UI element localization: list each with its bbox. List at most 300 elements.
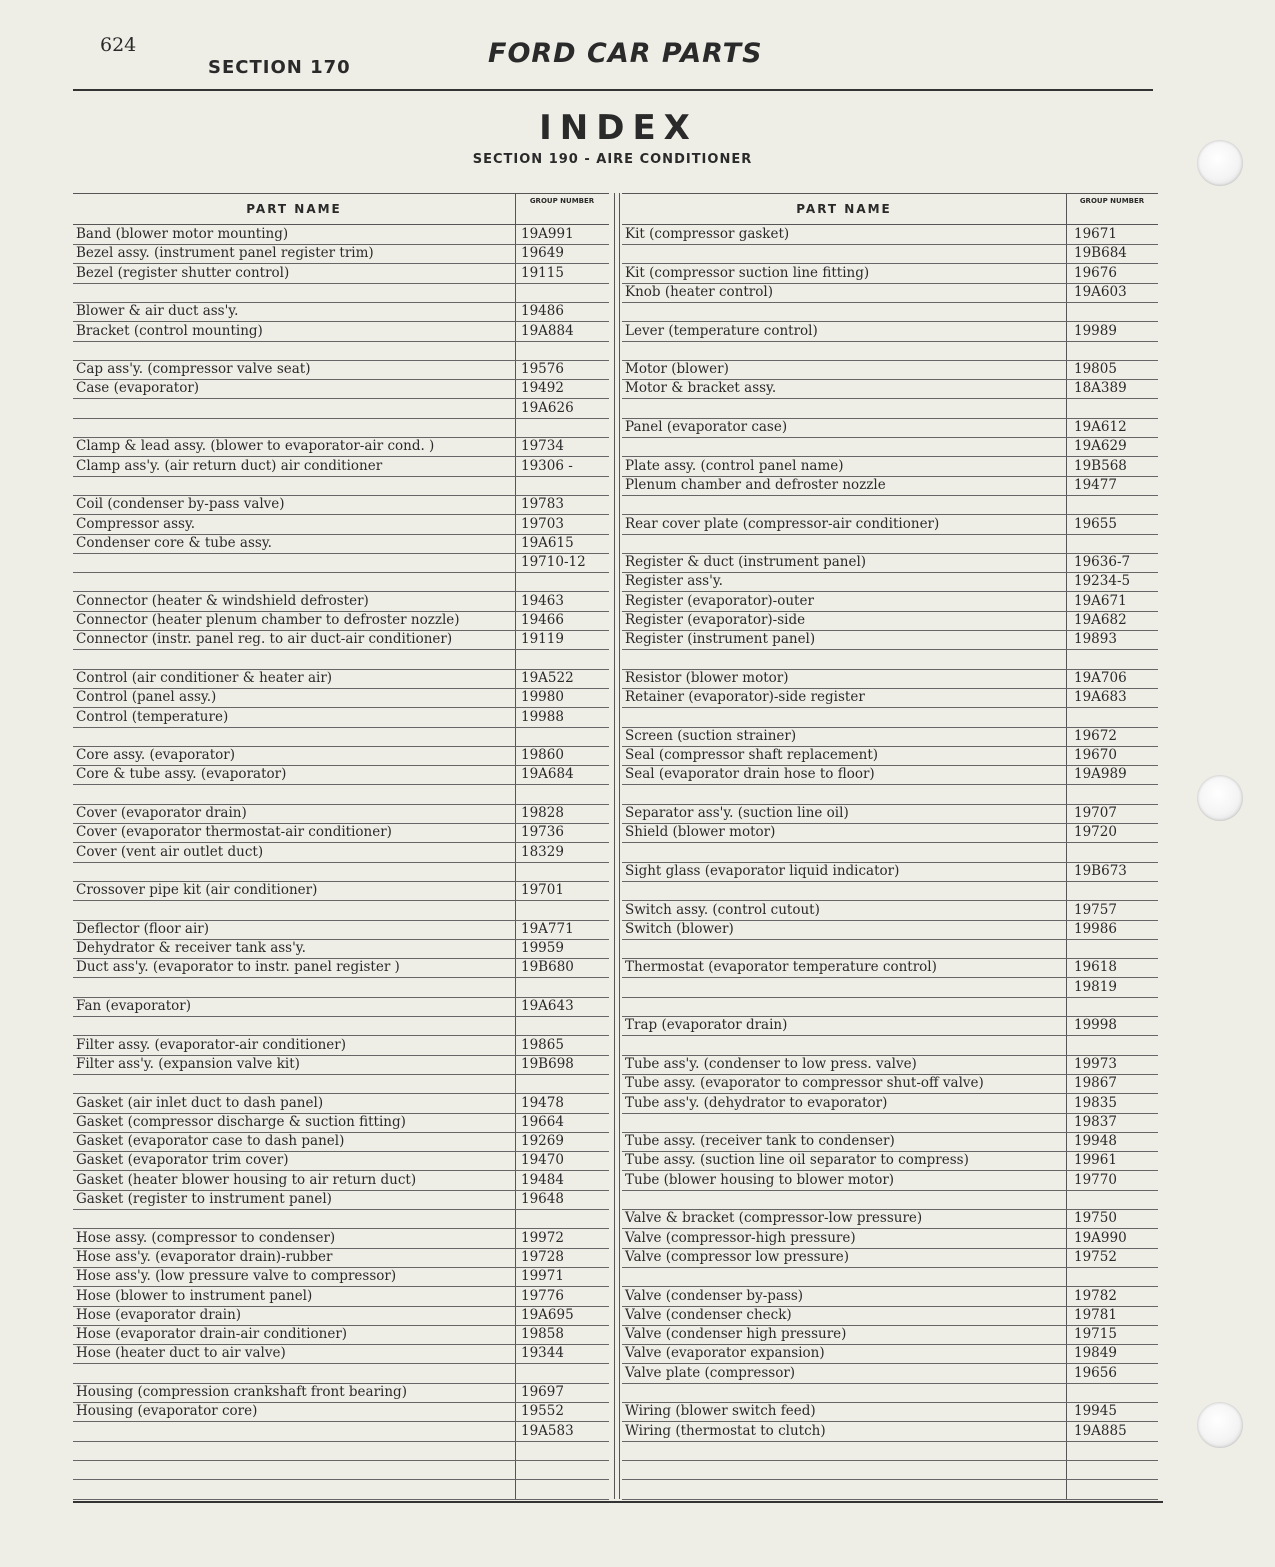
part-name: Register ass'y. [625, 573, 723, 590]
part-name: Hose ass'y. (evaporator drain)-rubber [76, 1248, 333, 1265]
group-number: 19B568 [1074, 457, 1127, 474]
table-row [73, 1248, 609, 1268]
binder-hole [1197, 775, 1243, 821]
part-name: Plate assy. (control panel name) [625, 457, 844, 474]
group-number: 19770 [1074, 1171, 1117, 1188]
part-name: Shield (blower motor) [625, 824, 776, 841]
part-name: Screen (suction strainer) [625, 727, 797, 744]
group-number: 19618 [1074, 959, 1117, 976]
group-number: 19A885 [1074, 1422, 1127, 1439]
group-number: 19115 [521, 264, 564, 281]
table-row [622, 476, 1158, 496]
table-row [73, 650, 609, 670]
group-number: 19998 [1074, 1017, 1117, 1034]
table-row [73, 437, 609, 457]
part-name: Connector (heater plenum chamber to defroster nozzle) [76, 612, 460, 628]
table-row [73, 708, 609, 728]
group-number: 19A626 [521, 399, 574, 416]
part-name: Kit (compressor suction line fitting) [625, 264, 870, 281]
part-name: Connector (heater & windshield defroster) [76, 592, 369, 609]
table-row [73, 534, 609, 554]
table-row [73, 592, 609, 612]
group-number: 19A706 [1074, 669, 1127, 686]
part-name: Blower & air duct ass'y. [76, 303, 239, 320]
binder-hole [1197, 140, 1243, 186]
group-number: 19486 [521, 303, 564, 320]
table-row [622, 1287, 1158, 1307]
part-name: Trap (evaporator drain) [625, 1017, 788, 1034]
group-number: 19752 [1074, 1248, 1117, 1265]
group-number: 19672 [1074, 727, 1117, 744]
table-row [622, 785, 1158, 805]
group-number: 19A884 [521, 322, 574, 339]
group-number: 19649 [521, 245, 564, 262]
table-row [73, 630, 609, 650]
group-number: 19A682 [1074, 612, 1127, 628]
group-number: 19837 [1074, 1113, 1117, 1130]
group-number: 19736 [521, 824, 564, 841]
part-name: Tube assy. (suction line oil separator to compress) [625, 1152, 969, 1169]
part-name: Cap ass'y. (compressor valve seat) [76, 361, 311, 378]
group-number: 19835 [1074, 1094, 1117, 1111]
table-row [622, 1364, 1158, 1384]
table-row [622, 611, 1158, 631]
table-row [73, 1074, 609, 1094]
part-name: Core & tube assy. (evaporator) [76, 766, 287, 783]
group-number: 19961 [1074, 1152, 1117, 1169]
table-row [73, 244, 609, 264]
group-number: 19959 [521, 940, 564, 957]
table-row [622, 1113, 1158, 1133]
group-number: 19A695 [521, 1306, 574, 1323]
part-name: Seal (evaporator drain hose to floor) [625, 766, 875, 783]
group-number: 19A583 [521, 1422, 574, 1439]
group-number: 19971 [521, 1268, 564, 1285]
part-name: Separator ass'y. (suction line oil) [625, 805, 849, 821]
part-name: Gasket (air inlet duct to dash panel) [76, 1094, 324, 1111]
table-row [622, 283, 1158, 303]
group-number: 19655 [1074, 515, 1117, 532]
group-number: 19492 [521, 380, 564, 397]
part-name: Valve (condenser check) [625, 1306, 792, 1323]
group-number: 19988 [521, 708, 564, 725]
part-name: Rear cover plate (compressor-air conditioner) [625, 515, 940, 532]
group-number: 19B673 [1074, 862, 1127, 879]
part-name: Bezel assy. (instrument panel register trim) [76, 245, 374, 262]
group-number: 19A522 [521, 669, 574, 686]
table-row [73, 572, 609, 592]
center-double-rule [619, 193, 620, 1499]
part-name: Valve (evaporator expansion) [625, 1345, 825, 1362]
table-row [622, 1480, 1158, 1500]
part-name: Gasket (evaporator trim cover) [76, 1152, 289, 1169]
part-name: Thermostat (evaporator temperature control) [625, 959, 937, 976]
group-number: 19A612 [1074, 419, 1127, 435]
group-number: 19734 [521, 438, 564, 455]
group-number: 19973 [1074, 1055, 1117, 1072]
group-number: 19860 [521, 747, 564, 764]
part-name: Hose (heater duct to air valve) [76, 1345, 286, 1362]
group-number: 19715 [1074, 1326, 1117, 1343]
part-name-header: PART NAME [246, 202, 342, 216]
group-number: 19344 [521, 1345, 564, 1362]
part-name: Filter assy. (evaporator-air conditioner) [76, 1036, 346, 1053]
table-row [622, 881, 1158, 901]
table-row [73, 341, 609, 361]
group-number: 19119 [521, 631, 564, 648]
table-row [622, 1344, 1158, 1364]
table-row [622, 553, 1158, 573]
table-row [73, 1306, 609, 1326]
part-name: Clamp & lead assy. (blower to evaporator-air cond. ) [76, 438, 435, 455]
group-number: 19A603 [1074, 283, 1127, 300]
group-number: 19986 [1074, 920, 1117, 937]
table-row [622, 1306, 1158, 1326]
table-row [622, 727, 1158, 747]
catalog-title: FORD CAR PARTS [488, 38, 763, 69]
table-row [622, 1151, 1158, 1171]
part-name: Wiring (thermostat to clutch) [625, 1422, 826, 1439]
group-number: 19484 [521, 1171, 564, 1188]
table-row [622, 360, 1158, 380]
group-number: 19A991 [521, 226, 574, 242]
table-row [622, 1190, 1158, 1210]
table-row [73, 1151, 609, 1171]
part-name: Band (blower motor mounting) [76, 226, 289, 242]
group-number: 19703 [521, 515, 564, 532]
table-row [73, 1190, 609, 1210]
right-table-header [622, 193, 1158, 225]
group-number: 19972 [521, 1229, 564, 1246]
table-row [73, 225, 609, 245]
table-row [622, 1132, 1158, 1152]
table-row [73, 1267, 609, 1287]
table-row [73, 1055, 609, 1075]
part-name: Coil (condenser by-pass valve) [76, 496, 285, 513]
group-number: 19757 [1074, 901, 1117, 918]
table-row [73, 862, 609, 882]
table-row [622, 1074, 1158, 1094]
group-number: 19701 [521, 882, 564, 899]
part-name: Condenser core & tube assy. [76, 534, 272, 551]
table-row [622, 1248, 1158, 1268]
part-name: Valve & bracket (compressor-low pressure) [625, 1210, 923, 1227]
group-number: 19664 [521, 1113, 564, 1130]
table-row [73, 978, 609, 998]
group-number: 19A629 [1074, 438, 1127, 455]
part-name: Motor (blower) [625, 361, 729, 378]
part-name: Kit (compressor gasket) [625, 226, 790, 242]
part-name: Tube assy. (receiver tank to condenser) [625, 1133, 895, 1150]
table-row [622, 901, 1158, 921]
table-row [73, 1132, 609, 1152]
table-row [73, 399, 609, 419]
group-number: 18A389 [1074, 380, 1127, 397]
table-row [73, 1422, 609, 1442]
table-row [73, 1036, 609, 1056]
group-number: 19783 [521, 496, 564, 513]
part-name: Seal (compressor shaft replacement) [625, 747, 879, 764]
part-name: Cover (evaporator thermostat-air conditioner) [76, 824, 392, 841]
table-row [73, 457, 609, 477]
group-number: 19781 [1074, 1306, 1117, 1323]
group-number: 19478 [521, 1094, 564, 1111]
table-row [622, 920, 1158, 940]
table-row [622, 437, 1158, 457]
part-name: Valve (compressor low pressure) [625, 1248, 849, 1265]
table-row [622, 1229, 1158, 1249]
part-name: Valve plate (compressor) [625, 1364, 796, 1381]
table-row [73, 746, 609, 766]
part-name: Hose (evaporator drain-air conditioner) [76, 1326, 348, 1343]
part-name: Register (evaporator)-side [625, 612, 806, 628]
table-row [73, 843, 609, 863]
group-number: 19670 [1074, 747, 1117, 764]
index-title: INDEX [539, 108, 698, 148]
table-row [73, 360, 609, 380]
table-row [73, 1480, 609, 1500]
table-row [622, 379, 1158, 399]
left-parts-table [73, 193, 609, 1499]
part-name: Motor & bracket assy. [625, 380, 777, 397]
group-number: 19A771 [521, 920, 574, 937]
table-row [73, 1344, 609, 1364]
part-name: Housing (evaporator core) [76, 1403, 258, 1420]
table-row [622, 1460, 1158, 1480]
table-row [622, 978, 1158, 998]
table-row [73, 958, 609, 978]
part-name: Control (temperature) [76, 708, 229, 725]
table-row [622, 572, 1158, 592]
part-name: Sight glass (evaporator liquid indicator) [625, 862, 900, 879]
table-row [622, 225, 1158, 245]
group-number: 18329 [521, 843, 564, 860]
part-name: Clamp ass'y. (air return duct) air conditioner [76, 457, 383, 474]
table-row [73, 1383, 609, 1403]
table-row [622, 669, 1158, 689]
table-row [73, 476, 609, 496]
group-number: 19A990 [1074, 1229, 1127, 1246]
group-number: 19948 [1074, 1133, 1117, 1150]
table-row [73, 669, 609, 689]
table-row [622, 688, 1158, 708]
group-number: 19867 [1074, 1075, 1117, 1092]
table-row [622, 302, 1158, 322]
part-name: Housing (compression crankshaft front bearing) [76, 1384, 407, 1400]
table-row [622, 457, 1158, 477]
part-name: Panel (evaporator case) [625, 419, 788, 435]
table-row [622, 1209, 1158, 1229]
group-number: 19671 [1074, 226, 1117, 242]
part-name: Plenum chamber and defroster nozzle [625, 476, 886, 493]
table-row [73, 727, 609, 747]
table-row [622, 1402, 1158, 1422]
group-number: 19697 [521, 1384, 564, 1400]
table-row [622, 958, 1158, 978]
part-name: Lever (temperature control) [625, 322, 818, 339]
group-number: 19865 [521, 1036, 564, 1053]
group-number: 19A683 [1074, 689, 1127, 706]
part-name: Hose (evaporator drain) [76, 1306, 242, 1323]
part-name: Gasket (compressor discharge & suction fitting) [76, 1113, 406, 1130]
table-row [73, 823, 609, 843]
part-name: Cover (vent air outlet duct) [76, 843, 264, 860]
table-row [622, 823, 1158, 843]
part-name: Deflector (floor air) [76, 920, 210, 937]
group-number: 19269 [521, 1133, 564, 1150]
part-name: Knob (heater control) [625, 283, 773, 300]
table-row [73, 495, 609, 515]
group-number: 19782 [1074, 1287, 1117, 1304]
part-name: Tube ass'y. (condenser to low press. valve) [625, 1055, 917, 1072]
part-name: Valve (compressor-high pressure) [625, 1229, 856, 1246]
table-row [622, 244, 1158, 264]
table-row [73, 418, 609, 438]
part-name: Duct ass'y. (evaporator to instr. panel register ) [76, 959, 400, 976]
table-row [73, 264, 609, 284]
part-name: Hose ass'y. (low pressure valve to compressor) [76, 1268, 397, 1285]
table-row [622, 1441, 1158, 1461]
group-number: 19893 [1074, 631, 1117, 648]
table-row [622, 1055, 1158, 1075]
part-name: Valve (condenser by-pass) [625, 1287, 804, 1304]
group-number: 19710-12 [521, 554, 586, 571]
group-number: 19819 [1074, 978, 1117, 995]
table-row [73, 920, 609, 940]
table-row [622, 1383, 1158, 1403]
table-row [73, 1094, 609, 1114]
table-row [622, 495, 1158, 515]
part-name: Filter ass'y. (expansion valve kit) [76, 1055, 300, 1072]
table-row [73, 1287, 609, 1307]
group-number: 19A643 [521, 998, 574, 1014]
table-row [73, 611, 609, 631]
group-number: 19728 [521, 1248, 564, 1265]
group-number: 19B684 [1074, 245, 1127, 262]
group-number: 19656 [1074, 1364, 1117, 1381]
table-row [73, 939, 609, 959]
part-name: Control (panel assy.) [76, 689, 217, 706]
part-name: Bezel (register shutter control) [76, 264, 290, 281]
group-number: 19707 [1074, 805, 1117, 821]
part-name: Register (evaporator)-outer [625, 592, 814, 609]
table-row [73, 283, 609, 303]
part-name: Case (evaporator) [76, 380, 200, 397]
header-rule [73, 89, 1153, 91]
table-row [622, 1016, 1158, 1036]
part-name: Bracket (control mounting) [76, 322, 263, 339]
table-row [73, 765, 609, 785]
group-number: 19648 [521, 1191, 564, 1207]
table-row [622, 1422, 1158, 1442]
table-row [73, 1209, 609, 1229]
group-number: 19477 [1074, 476, 1117, 493]
group-number: 19463 [521, 592, 564, 609]
group-number: 19720 [1074, 824, 1117, 841]
group-number: 19636-7 [1074, 554, 1131, 571]
binder-hole [1197, 1402, 1243, 1448]
group-number: 19750 [1074, 1210, 1117, 1227]
group-number: 19A671 [1074, 592, 1127, 609]
group-number: 19989 [1074, 322, 1117, 339]
part-name: Tube assy. (evaporator to compressor shut-off valve) [625, 1075, 984, 1092]
table-row [73, 785, 609, 805]
table-row [622, 592, 1158, 612]
table-row [73, 804, 609, 824]
group-number: 19466 [521, 612, 564, 628]
group-number: 19A615 [521, 534, 574, 551]
part-name: Wiring (blower switch feed) [625, 1403, 816, 1420]
table-row [73, 901, 609, 921]
table-row [622, 997, 1158, 1017]
left-table-header [73, 193, 609, 225]
table-row [622, 804, 1158, 824]
part-name: Gasket (heater blower housing to air return duct) [76, 1171, 417, 1188]
group-number-header: GROUP NUMBER [529, 197, 595, 205]
table-row [622, 1325, 1158, 1345]
group-number: 19470 [521, 1152, 564, 1169]
group-number: 19306 - [521, 457, 573, 474]
part-name: Tube ass'y. (dehydrator to evaporator) [625, 1094, 888, 1111]
table-row [73, 1171, 609, 1191]
part-name: Gasket (evaporator case to dash panel) [76, 1133, 345, 1150]
part-name: Connector (instr. panel reg. to air duct-air conditioner) [76, 631, 453, 648]
part-name: Core assy. (evaporator) [76, 747, 235, 764]
part-name: Hose assy. (compressor to condenser) [76, 1229, 336, 1246]
table-row [73, 1364, 609, 1384]
table-row [73, 553, 609, 573]
section-label: SECTION 170 [208, 57, 351, 78]
part-name: Crossover pipe kit (air conditioner) [76, 882, 318, 899]
table-row [73, 1325, 609, 1345]
part-name-header: PART NAME [796, 202, 892, 216]
part-name: Valve (condenser high pressure) [625, 1326, 847, 1343]
table-row [73, 1460, 609, 1480]
part-name: Switch assy. (control cutout) [625, 901, 820, 918]
table-row [622, 1094, 1158, 1114]
part-name: Hose (blower to instrument panel) [76, 1287, 313, 1304]
group-number: 19552 [521, 1403, 564, 1420]
table-row [622, 418, 1158, 438]
table-row [73, 302, 609, 322]
table-row [622, 515, 1158, 535]
table-row [73, 997, 609, 1017]
table-row [73, 1229, 609, 1249]
part-name: Retainer (evaporator)-side register [625, 689, 865, 706]
bottom-rule [73, 1501, 1163, 1503]
page-number: 624 [100, 34, 137, 56]
group-number-header: GROUP NUMBER [1079, 197, 1145, 205]
table-row [622, 939, 1158, 959]
group-number: 19234-5 [1074, 573, 1131, 590]
right-parts-table [622, 193, 1158, 1499]
group-number: 19805 [1074, 361, 1117, 378]
table-row [622, 650, 1158, 670]
group-number: 19B680 [521, 959, 574, 976]
table-row [73, 688, 609, 708]
table-row [73, 515, 609, 535]
table-row [622, 341, 1158, 361]
table-row [622, 264, 1158, 284]
part-name: Resistor (blower motor) [625, 669, 789, 686]
group-number: 19576 [521, 361, 564, 378]
table-row [622, 746, 1158, 766]
part-name: Switch (blower) [625, 920, 734, 937]
part-name: Tube (blower housing to blower motor) [625, 1171, 895, 1188]
table-row [73, 379, 609, 399]
table-row [622, 534, 1158, 554]
table-row [622, 862, 1158, 882]
